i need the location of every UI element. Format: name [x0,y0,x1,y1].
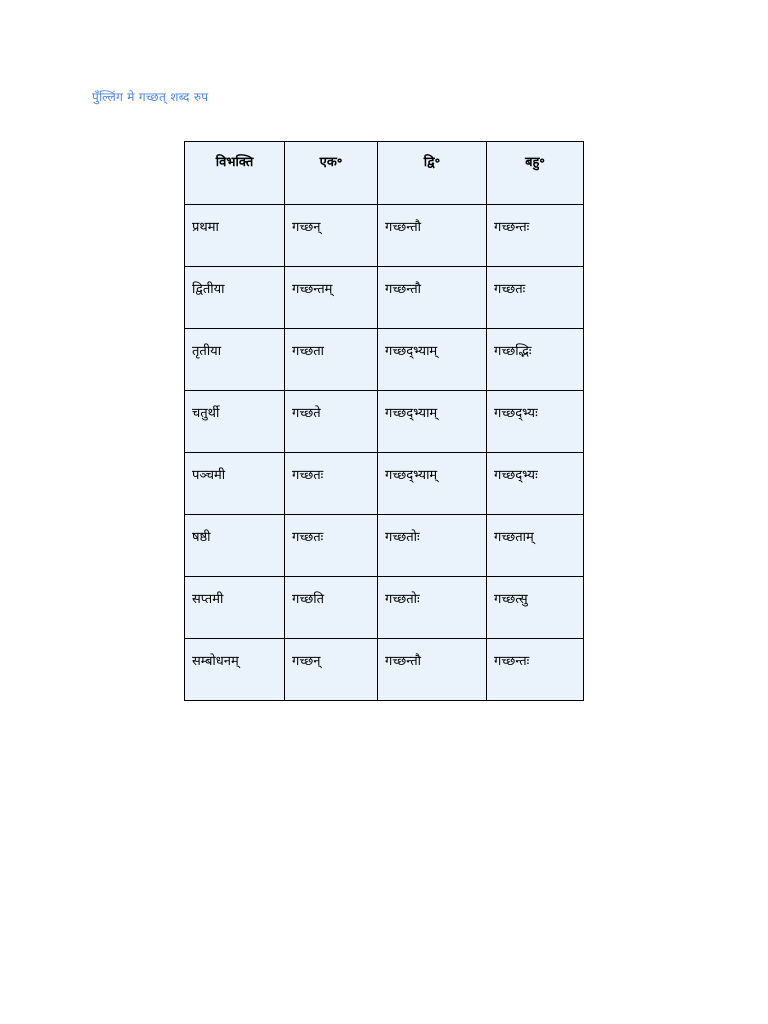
case-cell: तृतीया [185,329,285,391]
plural-cell: गच्छताम् [487,515,584,577]
table-row [185,391,584,453]
case-cell: सम्बोधनम् [185,639,285,701]
table-row [185,267,584,329]
plural-cell: गच्छतः [487,267,584,329]
declension-table [184,141,584,701]
singular-cell: गच्छतः [285,515,378,577]
singular-cell: गच्छते [285,391,378,453]
singular-cell: गच्छन् [285,205,378,267]
singular-cell: गच्छतः [285,453,378,515]
case-cell: सप्तमी [185,577,285,639]
dual-cell: गच्छद्भ्याम् [378,453,487,515]
case-cell: पञ्चमी [185,453,285,515]
table-row [185,329,584,391]
dual-cell: गच्छद्भ्याम् [378,391,487,453]
table-row [185,577,584,639]
plural-cell: गच्छत्सु [487,577,584,639]
singular-cell: गच्छता [285,329,378,391]
case-cell: द्वितीया [185,267,285,329]
dual-cell: गच्छद्भ्याम् [378,329,487,391]
singular-cell: गच्छन्तम् [285,267,378,329]
dual-cell: गच्छतोः [378,515,487,577]
table-row [185,453,584,515]
table-row [185,515,584,577]
case-cell: चतुर्थी [185,391,285,453]
case-cell: प्रथमा [185,205,285,267]
dual-cell: गच्छन्तौ [378,205,487,267]
dual-cell: गच्छतोः [378,577,487,639]
plural-cell: गच्छद्भ्यः [487,453,584,515]
singular-cell: गच्छति [285,577,378,639]
table-header-row [185,142,584,205]
plural-cell: गच्छन्तः [487,639,584,701]
header-singular: एक॰ [285,142,378,205]
header-dual: द्वि॰ [378,142,487,205]
plural-cell: गच्छद्भिः [487,329,584,391]
dual-cell: गच्छन्तौ [378,639,487,701]
plural-cell: गच्छन्तः [487,205,584,267]
dual-cell: गच्छन्तौ [378,267,487,329]
table-row [185,639,584,701]
singular-cell: गच्छन् [285,639,378,701]
case-cell: षष्ठी [185,515,285,577]
plural-cell: गच्छद्भ्यः [487,391,584,453]
header-case: विभक्ति [185,142,285,205]
document-title: पुँल्लिंग मे गच्छत् शब्द रुप [92,90,209,104]
table-row [185,205,584,267]
header-plural: बहु॰ [487,142,584,205]
